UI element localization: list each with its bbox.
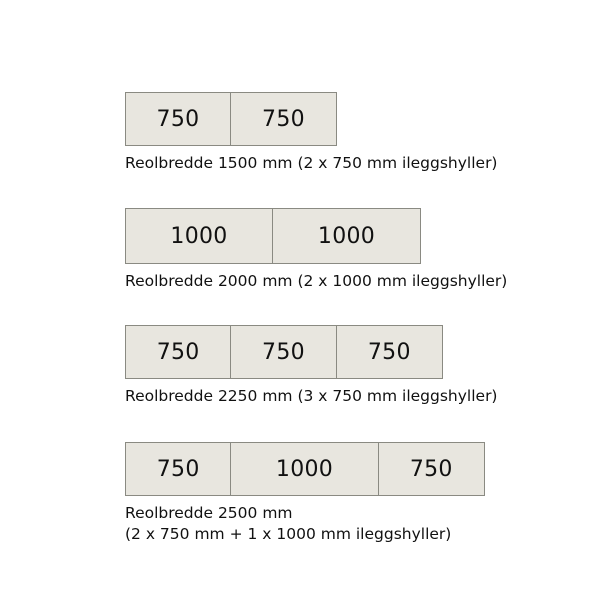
- shelf-caption: Reolbredde 2000 mm (2 x 1000 mm ileggshyller): [125, 272, 508, 290]
- shelf-group-2250: [125, 325, 497, 407]
- shelf-cell: 1000: [273, 209, 420, 263]
- shelf-caption: Reolbredde 2250 mm (3 x 750 mm ileggshyller): [125, 387, 498, 405]
- shelf-cell: 750: [126, 326, 231, 378]
- shelf-row: [125, 92, 337, 146]
- shelf-cell: 750: [231, 93, 336, 145]
- shelf-group-2000: [125, 208, 507, 292]
- shelf-cell: 750: [126, 443, 231, 495]
- shelf-cell: 750: [379, 443, 484, 495]
- shelf-caption: Reolbredde 1500 mm (2 x 750 mm ileggshyller): [125, 154, 498, 172]
- shelf-caption: Reolbredde 2500 mm: [125, 504, 293, 522]
- shelf-row: [125, 325, 443, 379]
- shelf-group-2500: [125, 442, 485, 545]
- shelf-cell: 750: [231, 326, 336, 378]
- shelf-cell: 750: [337, 326, 442, 378]
- shelf-cell: 750: [126, 93, 231, 145]
- shelf-cell: 1000: [231, 443, 378, 495]
- shelf-cell: 1000: [126, 209, 273, 263]
- shelf-row: [125, 208, 421, 264]
- shelf-caption-line2: (2 x 750 mm + 1 x 1000 mm ileggshyller): [125, 525, 452, 543]
- shelf-group-1500: [125, 92, 497, 174]
- shelf-row: [125, 442, 485, 496]
